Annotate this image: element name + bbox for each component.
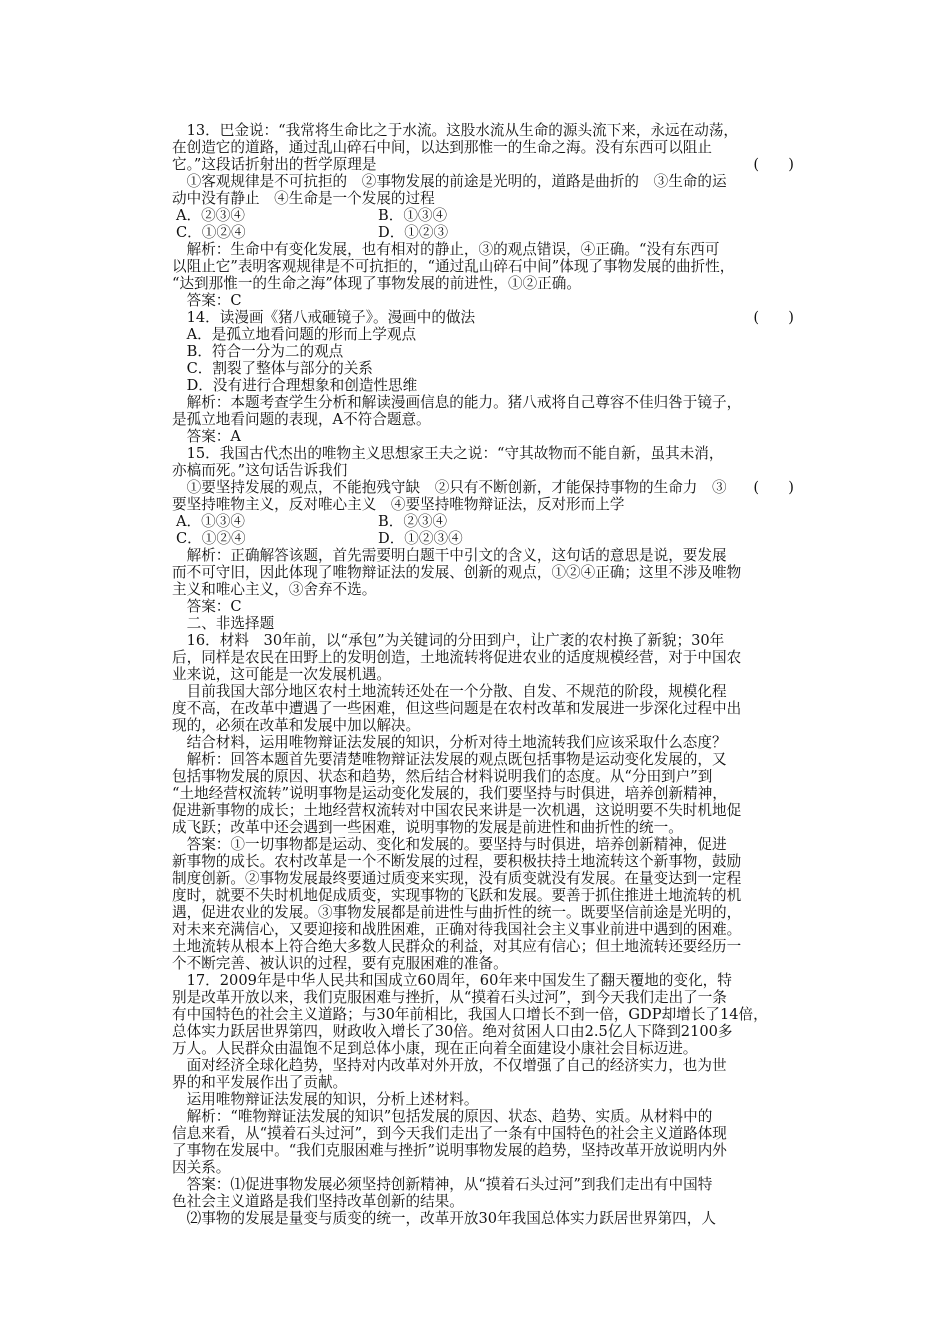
section-heading: 二、非选择题 [172, 615, 275, 632]
option-a: A．②③④ [176, 207, 245, 224]
q16-material: 业来说，这可能是一次发展机遇。 [172, 666, 391, 683]
q17-analysis: 因关系。 [172, 1159, 231, 1176]
q13-line: 它。”这段话折射出的哲学原理是 [172, 156, 377, 173]
q15-statement-with-mark [172, 479, 812, 496]
option-c: C．①②④ [176, 530, 246, 547]
question-14 [172, 309, 812, 445]
q16-material: 后，同样是农民在田野上的发明创造，土地流转将促进农业的适度规模经营，对于中国农 [172, 649, 742, 666]
q13-options-row [172, 207, 812, 224]
answer-bracket: ( ) [753, 479, 794, 496]
q13-analysis: “达到那惟一的生命之海”体现了事物发展的前进性，①②正确。 [172, 275, 581, 292]
q17-analysis: 了事物在发展中。“我们克服困难与挫折”说明事物发展的趋势，坚持改革开放说明内外 [172, 1142, 727, 1159]
q17-material: 有中国特色的社会主义道路；与30年前相比，我国人口增长不到一倍，GDP却增长了14倍， [172, 1006, 768, 1023]
option-c: C．①②④ [176, 224, 246, 241]
q17-material: 别是改革开放以来，我们克服困难与挫折，从“摸着石头过河”，到今天我们走出了一条 [172, 989, 727, 1006]
question-13 [172, 122, 812, 309]
q15-analysis: 主义和唯心主义，③舍弃不选。 [172, 581, 377, 598]
q16-question: 结合材料，运用唯物辩证法发展的知识，分析对待土地流转我们应该采取什么态度？ [172, 734, 727, 751]
option-b: B．①③④ [378, 207, 448, 224]
q15-analysis: 解析：正确解答该题，首先需要明白题干中引文的含义，这句话的意思是说，要发展 [172, 547, 727, 564]
option-a: A．①③④ [176, 513, 245, 530]
answer-bracket: ( ) [753, 309, 794, 326]
q13-line: 在创造它的道路，通过乱山碎石中间，以达到那惟一的生命之海。没有东西可以阻止 [172, 139, 712, 156]
option-a: A．是孤立地看问题的形而上学观点 [172, 326, 417, 343]
question-15 [172, 445, 812, 615]
q15-statement: ①要坚持发展的观点，不能抱残守缺 ②只有不断创新，才能保持事物的生命力 ③ [172, 479, 727, 496]
q17-material: 界的和平发展作出了贡献。 [172, 1074, 348, 1091]
q16-analysis: 包括事物发展的原因、状态和趋势，然后结合材料说明我们的态度。从“分田到户”到 [172, 768, 713, 785]
q16-answer: 个不断完善、被认识的过程，要有克服困难的准备。 [172, 955, 508, 972]
q15-statement: 要坚持唯物主义，反对唯心主义 ④要坚持唯物辩证法，反对形而上学 [172, 496, 625, 513]
document-page [172, 122, 812, 1227]
q13-options-row [172, 224, 812, 241]
question-16 [172, 632, 812, 972]
q14-analysis: 是孤立地看问题的表现，A不符合题意。 [172, 411, 431, 428]
q16-answer: 新事物的成长。农村改革是一个不断发展的过程，要积极扶持土地流转这个新事物，鼓励 [172, 853, 742, 870]
q17-material: 17．2009年是中华人民共和国成立60周年，60年来中国发生了翻天覆地的变化，特 [172, 972, 732, 989]
q17-analysis: 信息来看，从“摸着石头过河”，到今天我们走出了一条有中国特色的社会主义道路体现 [172, 1125, 727, 1142]
q17-material: 总体实力跃居世界第四，财政收入增长了30倍。绝对贫困人口由2.5亿人下降到2100多 [172, 1023, 733, 1040]
q13-analysis: 以阻止它”表明客观规律是不可抗拒的，“通过乱山碎石中间”体现了事物发展的曲折性， [172, 258, 735, 275]
q15-options-row [172, 513, 812, 530]
q17-material: 面对经济全球化趋势，坚持对内改革对外开放，不仅增强了自己的经济实力，也为世 [172, 1057, 727, 1074]
answer-bracket: ( ) [753, 156, 794, 173]
q17-answer: 色社会主义道路是我们坚持改革创新的结果。 [172, 1193, 464, 1210]
q16-analysis: 成飞跃；改革中还会遇到一些困难，说明事物的发展是前进性和曲折性的统一。 [172, 819, 683, 836]
q17-answer: ⑵事物的发展是量变与质变的统一，改革开放30年我国总体实力跃居世界第四，人 [172, 1210, 716, 1227]
q17-answer: 答案：⑴促进事物发展必须坚持创新精神，从“摸着石头过河”到我们走出有中国特 [172, 1176, 713, 1193]
q15-line: 亦槁而死。”这句话告诉我们 ( ) [172, 462, 794, 496]
q16-analysis: 解析：回答本题首先要清楚唯物辩证法发展的观点既包括事物是运动变化发展的，又 [172, 751, 727, 768]
q16-answer: 度时，就要不失时机地促成质变，实现事物的飞跃和发展。要善于抓住推进土地流转的机 [172, 887, 742, 904]
q15-options-row [172, 530, 812, 547]
q17-material: 万人。人民群众由温饱不足到总体小康，现在正向着全面建设小康社会目标迈进。 [172, 1040, 698, 1057]
q14-answer: 答案：A [172, 428, 241, 445]
q17-question: 运用唯物辩证法发展的知识，分析上述材料。 [172, 1091, 479, 1108]
q16-analysis: 促进新事物的成长；土地经营权流转对中国农民来讲是一次机遇，这说明要不失时机地促 [172, 802, 742, 819]
q16-material: 16．材料 30年前，以“承包”为关键词的分田到户，让广袤的农村换了新貌；30年 [172, 632, 725, 649]
q13-line-with-mark [172, 156, 812, 173]
q15-analysis: 而不可守旧，因此体现了唯物辩证法的发展、创新的观点，①②④正确；这里不涉及唯物 [172, 564, 742, 581]
q13-line: 13．巴金说：“我常将生命比之于水流。这股水流从生命的源头流下来，永远在动荡， [172, 122, 739, 139]
q17-analysis: 解析：“唯物辩证法发展的知识”包括发展的原因、状态、趋势、实质。从材料中的 [172, 1108, 713, 1125]
q13-statement: ①客观规律是不可抗拒的 ②事物发展的前途是光明的，道路是曲折的 ③生命的运 [172, 173, 727, 190]
option-c: C．割裂了整体与部分的关系 [172, 360, 373, 377]
q16-answer: 土地流转从根本上符合绝大多数人民群众的利益，对其应有信心；但土地流转还要经历一 [172, 938, 742, 955]
option-d: D．没有进行合理想象和创造性思维 [172, 377, 418, 394]
question-17 [172, 972, 812, 1227]
q16-answer: 对未来充满信心，又要迎接和战胜困难，正确对待我国社会主义事业前进中遇到的困难。 [172, 921, 742, 938]
q13-statement: 动中没有静止 ④生命是一个发展的过程 [172, 190, 435, 207]
q14-title: 14．读漫画《猪八戒砸镜子》。漫画中的做法 [172, 309, 476, 326]
option-d: D．①②③ [378, 224, 449, 241]
option-b: B．符合一分为二的观点 [172, 343, 344, 360]
option-b: B．②③④ [378, 513, 448, 530]
q13-answer: 答案：C [172, 292, 242, 309]
q16-answer: 制度创新。②事物发展最终要通过质变来实现，没有质变就没有发展。在量变达到一定程 [172, 870, 742, 887]
q15-answer: 答案：C [172, 598, 242, 615]
q16-material: 度不高，在改革中遭遇了一些困难，但这些问题是在农村改革和发展进一步深化过程中出 [172, 700, 742, 717]
q16-analysis: “土地经营权流转”说明事物是运动变化发展的，我们要坚持与时俱进，培养创新精神， [172, 785, 727, 802]
q14-title-line [172, 309, 812, 326]
option-d: D．①②③④ [378, 530, 463, 547]
q16-answer: 遇，促进农业的发展。③事物发展都是前进性与曲折性的统一。既要坚信前途是光明的， [172, 904, 742, 921]
q16-answer: 答案：①一切事物都是运动、变化和发展的。要坚持与时俱进，培养创新精神，促进 [172, 836, 727, 853]
q14-analysis: 解析：本题考查学生分析和解读漫画信息的能力。猪八戒将自己尊容不佳归咎于镜子， [172, 394, 742, 411]
q15-line: 15．我国古代杰出的唯物主义思想家王夫之说：“守其故物而不能自新，虽其未消， [172, 445, 724, 462]
q13-analysis: 解析：生命中有变化发展，也有相对的静止，③的观点错误，④正确。“没有东西可 [172, 241, 720, 258]
q16-material: 现的，必须在改革和发展中加以解决。 [172, 717, 421, 734]
q16-material: 目前我国大部分地区农村土地流转还处在一个分散、自发、不规范的阶段，规模化程 [172, 683, 727, 700]
